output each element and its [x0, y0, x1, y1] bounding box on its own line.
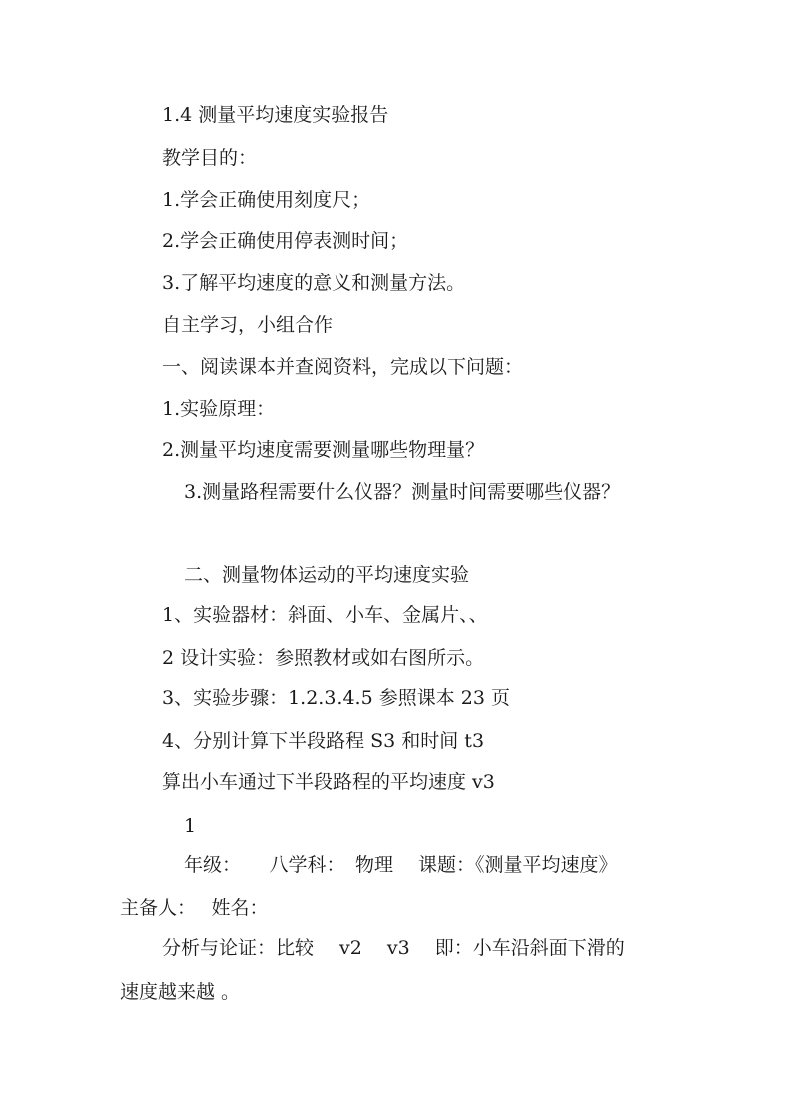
objective-item: 3.了解平均速度的意义和测量方法。: [162, 272, 466, 294]
page-number: 1: [184, 815, 197, 837]
doc-title: 1.4 测量平均速度实验报告: [162, 104, 389, 126]
section2-heading: 二、测量物体运动的平均速度实验: [184, 564, 470, 586]
section2-item: 2 设计实验：参照教材或如右图所示。: [162, 647, 485, 669]
section2-item: 4、分别计算下半段路程 S3 和时间 t3: [162, 730, 485, 752]
header-line: 年级： 八学科： 物理 课题：《测量平均速度》: [184, 854, 618, 876]
author-line: 主备人： 姓名：: [120, 897, 269, 919]
self-study-line: 自主学习，小组合作: [162, 314, 334, 336]
objective-item: 1.学会正确使用刻度尺；: [162, 189, 371, 211]
analysis-line: 速度越来越 。: [120, 981, 241, 1003]
question-item: 2.测量平均速度需要测量哪些物理量？: [162, 439, 485, 461]
section2-item: 1、实验器材：斜面、小车、金属片、、: [162, 604, 488, 626]
section2-item: 3、实验步骤：1.2.3.4.5 参照课本 23 页: [162, 687, 510, 709]
analysis-line: 分析与论证：比较 v2 v3 即：小车沿斜面下滑的: [162, 937, 625, 959]
objective-item: 2.学会正确使用停表测时间；: [162, 230, 409, 252]
section1-heading: 一、阅读课本并查阅资料，完成以下问题：: [162, 356, 524, 378]
objectives-heading: 教学目的：: [162, 147, 258, 169]
section2-item: 算出小车通过下半段路程的平均速度 v3: [162, 771, 495, 793]
question-item: 1.实验原理：: [162, 398, 276, 420]
question-item: 3.测量路程需要什么仪器？测量时间需要哪些仪器？: [184, 481, 621, 503]
